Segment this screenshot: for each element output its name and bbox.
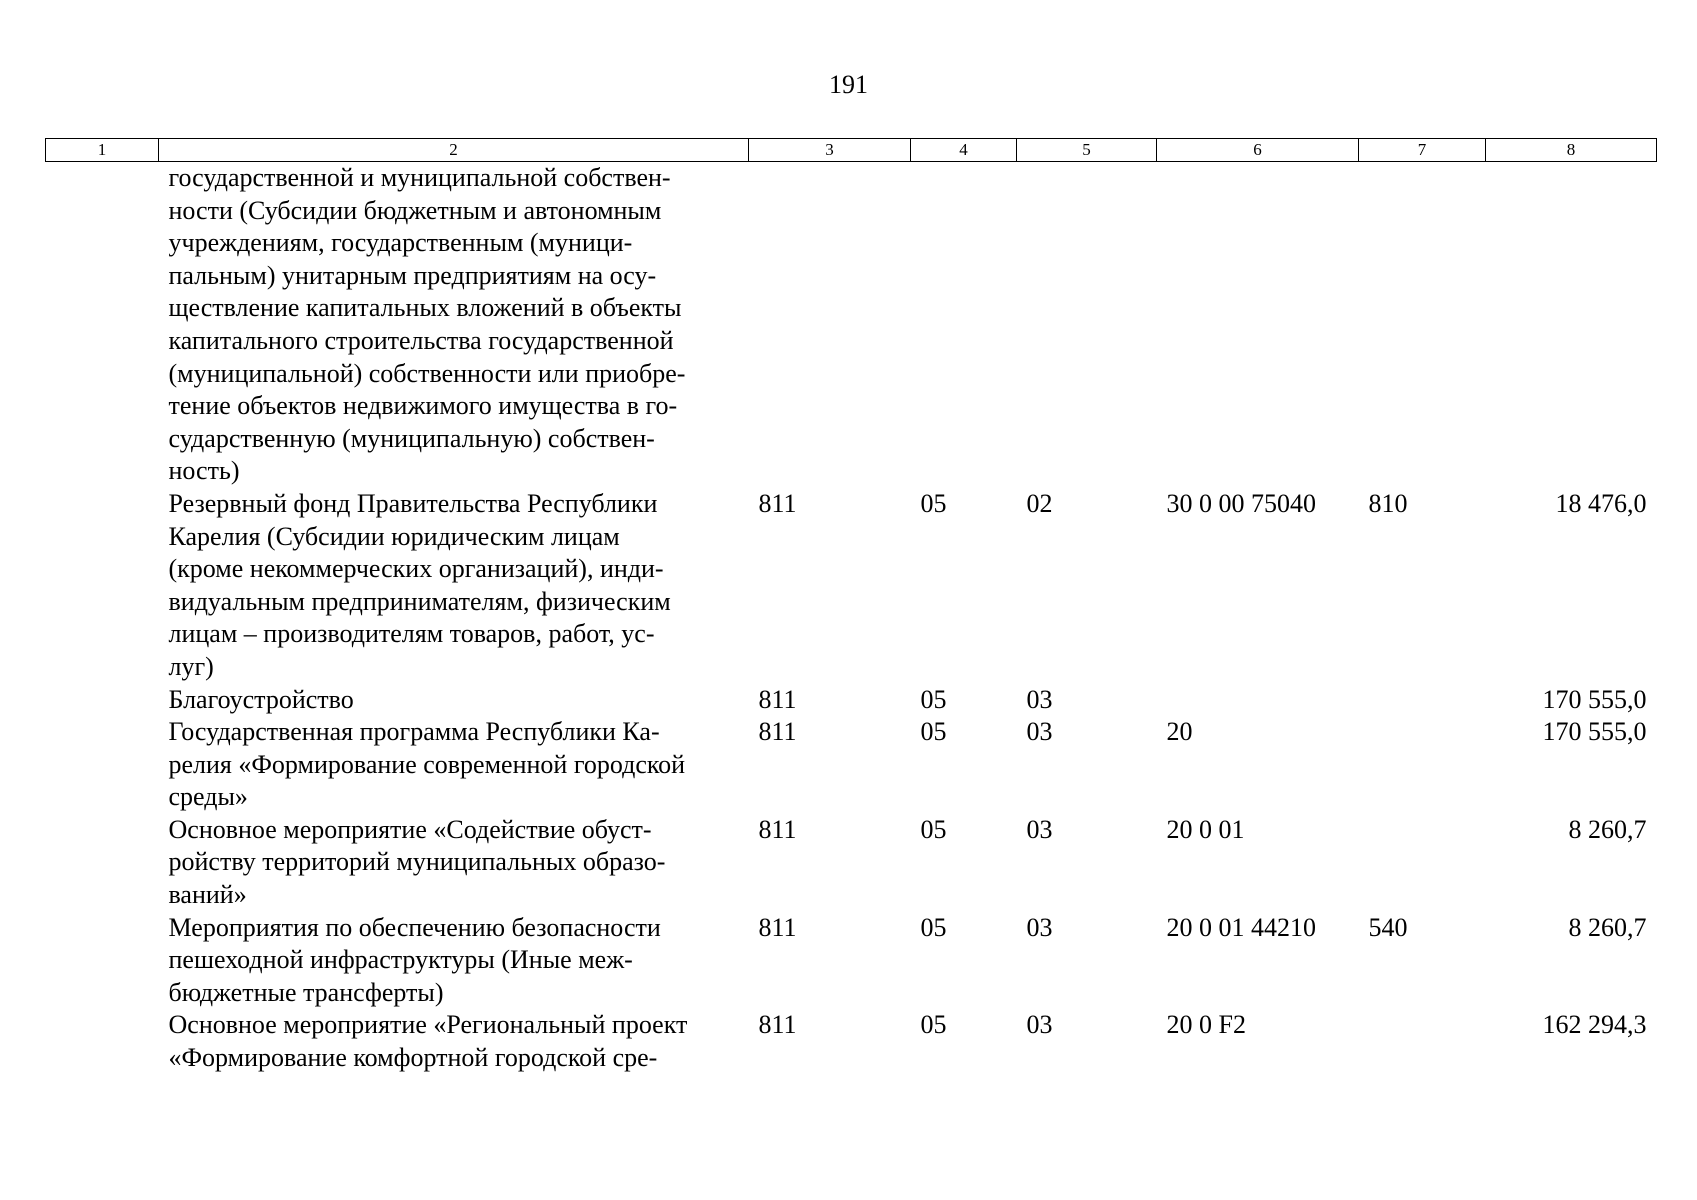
cell-amount: 162 294,3 <box>1542 1010 1647 1040</box>
cell-subsection: 03 <box>1026 1010 1053 1040</box>
cell-amount: 8 260,7 <box>1568 912 1647 942</box>
cell-target-article: 30 0 00 75040 <box>1166 488 1316 518</box>
table-row <box>46 488 1657 684</box>
cell-ministry-code: 811 <box>758 684 797 714</box>
header-col-3: 3 <box>749 139 911 162</box>
cell-target-article <box>1157 162 1359 488</box>
cell-section: 05 <box>920 488 947 518</box>
cell-col-1 <box>46 684 159 717</box>
cell-subsection: 02 <box>1026 488 1053 518</box>
cell-ministry-code: 811 <box>758 912 797 942</box>
cell-section: 05 <box>920 912 947 942</box>
table-row <box>46 684 1657 717</box>
cell-amount: 8 260,7 <box>1568 814 1647 844</box>
cell-subsection: 03 <box>1026 717 1053 747</box>
cell-item-name: государственной и муниципальной собствен- ности (Субсидии бюджетным и автономным учреждениям, государственным (муници- пальным) унитарным предприятиям на осу- ществление капитальных вложений в объекты капитального строительства государственной (муниципальной) собственности или приобре- тение объектов недвижимого имущества в го- сударственную (муниципальную) собствен- ность) <box>168 163 686 486</box>
cell-item-name: Государственная программа Республики Ка- релия «Формирование современной городской среды» <box>168 717 686 812</box>
cell-expense-type <box>1359 814 1486 912</box>
cell-ministry-code <box>749 162 911 488</box>
cell-target-article: 20 0 01 <box>1166 814 1245 844</box>
header-col-6: 6 <box>1157 139 1359 162</box>
cell-amount: 170 555,0 <box>1542 717 1647 747</box>
header-col-7: 7 <box>1359 139 1486 162</box>
cell-section: 05 <box>920 717 947 747</box>
cell-section: 05 <box>920 684 947 714</box>
cell-ministry-code: 811 <box>758 814 797 844</box>
budget-table <box>45 138 1657 1075</box>
cell-target-article <box>1157 684 1359 717</box>
cell-col-1 <box>46 1009 159 1074</box>
table-row <box>46 912 1657 1010</box>
cell-expense-type: 540 <box>1368 912 1408 942</box>
cell-subsection <box>1017 162 1157 488</box>
page-number: 191 <box>829 70 868 99</box>
cell-section <box>911 162 1017 488</box>
table-header <box>46 139 1657 162</box>
header-col-5: 5 <box>1017 139 1157 162</box>
header-col-2: 2 <box>159 139 749 162</box>
cell-subsection: 03 <box>1026 684 1053 714</box>
table-row <box>46 716 1657 814</box>
cell-target-article: 20 <box>1166 717 1193 747</box>
table-row <box>46 814 1657 912</box>
cell-expense-type: 810 <box>1368 488 1408 518</box>
cell-section: 05 <box>920 1010 947 1040</box>
cell-subsection: 03 <box>1026 912 1053 942</box>
cell-target-article: 20 0 F2 <box>1166 1010 1246 1040</box>
table-row <box>46 1009 1657 1074</box>
table-body <box>46 162 1657 1075</box>
cell-subsection: 03 <box>1026 814 1053 844</box>
cell-col-1 <box>46 716 159 814</box>
header-col-8: 8 <box>1486 139 1657 162</box>
cell-item-name: Резервный фонд Правительства Республики Карелия (Субсидии юридическим лицам (кроме некоммерческих организаций), инди- видуальным предпринимателям, физическим лицам – производителям товаров, работ, ус- луг) <box>168 488 671 681</box>
cell-col-1 <box>46 162 159 488</box>
cell-col-1 <box>46 814 159 912</box>
cell-expense-type <box>1359 684 1486 717</box>
cell-ministry-code: 811 <box>758 488 797 518</box>
cell-ministry-code: 811 <box>758 1010 797 1040</box>
cell-section: 05 <box>920 814 947 844</box>
cell-ministry-code: 811 <box>758 717 797 747</box>
cell-item-name: Мероприятия по обеспечению безопасности пешеходной инфраструктуры (Иные меж- бюджетные трансферты) <box>168 912 661 1007</box>
cell-item-name: Основное мероприятие «Региональный проект «Формирование комфортной городской сре- <box>168 1010 688 1073</box>
table-row <box>46 162 1657 488</box>
header-col-1: 1 <box>46 139 159 162</box>
cell-col-1 <box>46 488 159 684</box>
cell-amount: 170 555,0 <box>1542 684 1647 714</box>
header-row <box>46 139 1657 162</box>
cell-amount: 18 476,0 <box>1555 488 1647 518</box>
header-col-4: 4 <box>911 139 1017 162</box>
cell-expense-type <box>1359 162 1486 488</box>
cell-col-1 <box>46 912 159 1010</box>
cell-expense-type <box>1359 1009 1486 1074</box>
cell-item-name: Основное мероприятие «Содействие обуст- ройству территорий муниципальных образо- ваний» <box>168 814 666 910</box>
cell-item-name: Благоустройство <box>168 684 354 714</box>
cell-amount <box>1486 162 1657 488</box>
cell-target-article: 20 0 01 44210 <box>1166 912 1316 942</box>
cell-expense-type <box>1359 716 1486 814</box>
